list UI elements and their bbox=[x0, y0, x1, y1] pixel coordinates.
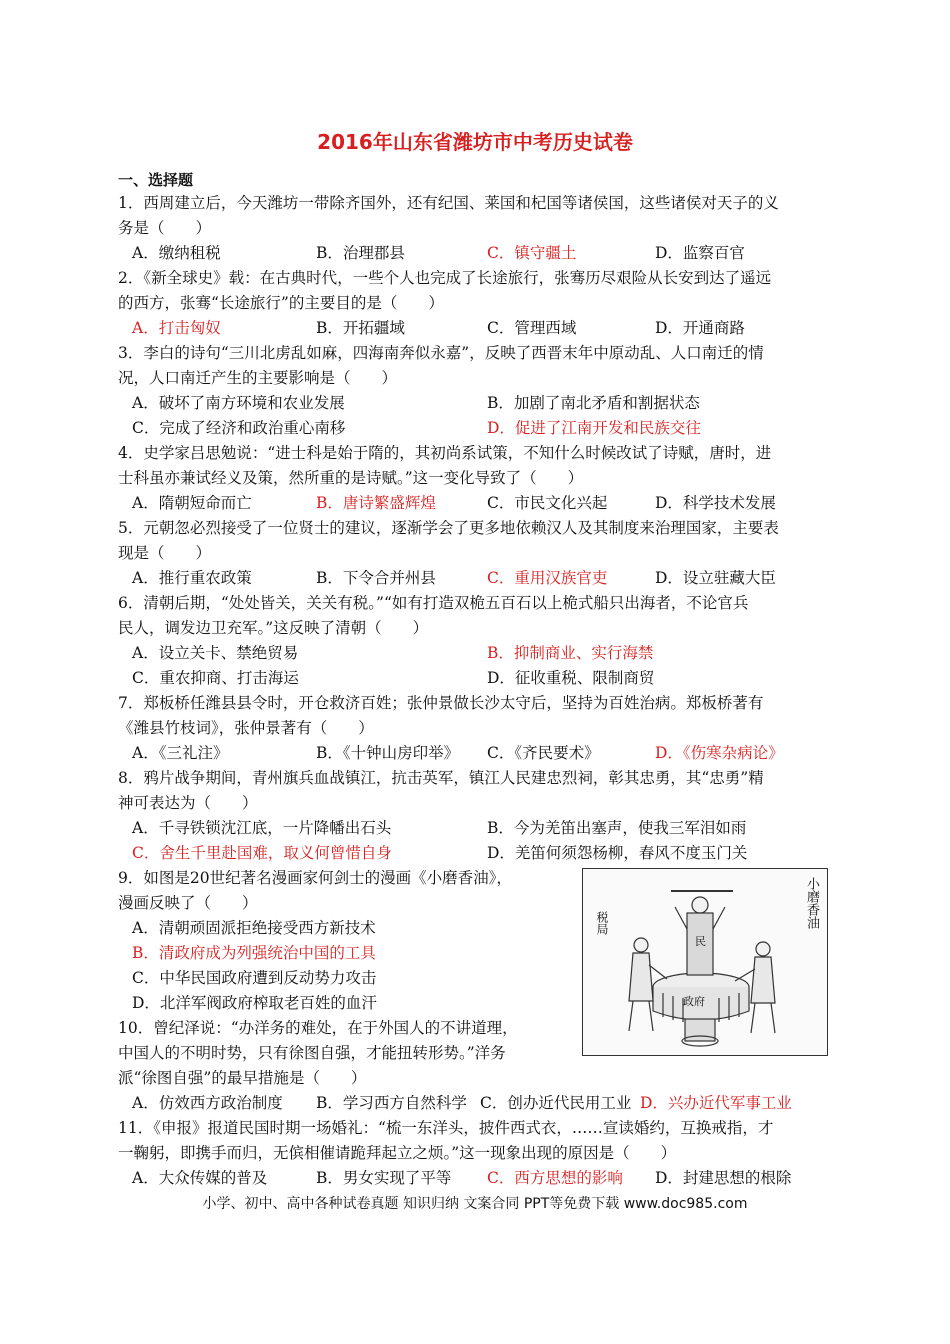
question-2-line-1: 2．《新全球史》载：在古典时代，一些个人也完成了长途旅行，张骞历尽艰险从长安到达了遥远 bbox=[118, 269, 772, 287]
cartoon-left-label: 税局 bbox=[595, 911, 609, 935]
q11-option-c-answer: C．西方思想的影响 bbox=[487, 1169, 623, 1187]
question-6-line-2: 民人，调发边卫充军。”这反映了清朝（ ） bbox=[118, 619, 429, 637]
cartoon-image-small-mill-sesame-oil bbox=[582, 868, 828, 1056]
question-11-line-1: 11．《申报》报道民国时期一场婚礼：“梳一东洋头，披件西式衣，……宣读婚约，互换戒指，才 bbox=[118, 1119, 774, 1137]
q4-option-d: D．科学技术发展 bbox=[655, 494, 776, 512]
question-5-line-2: 现是（ ） bbox=[118, 544, 212, 562]
q3-option-a: A．破坏了南方环境和农业发展 bbox=[132, 394, 345, 412]
q6-option-b-answer: B．抑制商业、实行海禁 bbox=[487, 644, 654, 662]
cartoon-flag-label: 民 bbox=[695, 935, 706, 948]
q9-option-a: A．清朝顽固派拒绝接受西方新技术 bbox=[132, 919, 376, 937]
q2-option-b: B．开拓疆域 bbox=[316, 319, 405, 337]
q2-option-a-answer: A．打击匈奴 bbox=[132, 319, 221, 337]
q5-option-d: D．设立驻藏大臣 bbox=[655, 569, 776, 587]
section-heading: 一、选择题 bbox=[118, 171, 194, 189]
question-4-line-2: 士科虽亦兼试经义及策，然所重的是诗赋。”这一变化导致了（ ） bbox=[118, 469, 584, 487]
cartoon-title: 小磨香油 bbox=[804, 877, 819, 929]
q10-option-b: B．学习西方自然科学 bbox=[316, 1094, 467, 1112]
page-title: 2016年山东省潍坊市中考历史试卷 bbox=[317, 130, 633, 154]
q3-option-d-answer: D．促进了江南开发和民族交往 bbox=[487, 419, 701, 437]
q6-option-c: C．重农抑商、打击海运 bbox=[132, 669, 299, 687]
q1-option-b: B．治理郡县 bbox=[316, 244, 405, 262]
question-10-line-2: 中国人的不明时势，只有徐图自强，才能扭转形势。”洋务 bbox=[118, 1044, 506, 1062]
q8-option-b: B．今为羌笛出塞声，使我三军泪如雨 bbox=[487, 819, 747, 837]
q10-option-c: C．创办近代民用工业 bbox=[480, 1094, 632, 1112]
question-1-line-1: 1．西周建立后，今天潍坊一带除齐国外，还有纪国、莱国和杞国等诸侯国，这些诸侯对天子的义 bbox=[118, 194, 779, 212]
q5-option-a: A．推行重农政策 bbox=[132, 569, 252, 587]
q1-option-c-answer: C．镇守疆土 bbox=[487, 244, 577, 262]
q1-option-a: A．缴纳租税 bbox=[132, 244, 221, 262]
question-3-line-1: 3．李白的诗句“三川北虏乱如麻，四海南奔似永嘉”，反映了西晋末年中原动乱、人口南迁的情 bbox=[118, 344, 764, 362]
q9-option-c: C．中华民国政府遭到反动势力攻击 bbox=[132, 969, 377, 987]
question-4-line-1: 4．史学家吕思勉说：“进士科是始于隋的，其初尚系试策，不知什么时候改试了诗赋，唐时，进 bbox=[118, 444, 772, 462]
q9-option-d: D．北洋军阀政府榨取老百姓的血汗 bbox=[132, 994, 377, 1012]
q3-option-c: C．完成了经济和政治重心南移 bbox=[132, 419, 346, 437]
q9-option-b-answer: B．清政府成为列强统治中国的工具 bbox=[132, 944, 376, 962]
cartoon-mill-label: 政府 bbox=[683, 995, 705, 1008]
question-1-line-2: 务是（ ） bbox=[118, 219, 212, 237]
q4-option-a: A．隋朝短命而亡 bbox=[132, 494, 252, 512]
question-5-line-1: 5．元朝忽必烈接受了一位贤士的建议，逐渐学会了更多地依赖汉人及其制度来治理国家，主要表 bbox=[118, 519, 779, 537]
q10-option-a: A．仿效西方政治制度 bbox=[132, 1094, 283, 1112]
question-8-line-1: 8．鸦片战争期间，青州旗兵血战镇江，抗击英军，镇江人民建忠烈祠，彰其忠勇，其“忠勇”精 bbox=[118, 769, 764, 787]
question-3-line-2: 况，人口南迁产生的主要影响是（ ） bbox=[118, 369, 398, 387]
q10-option-d-answer: D．兴办近代军事工业 bbox=[640, 1094, 792, 1112]
footer-text: 小学、初中、高中各种试卷真题 知识归纳 文案合同 PPT等免费下载 www.doc985.com bbox=[202, 1196, 748, 1212]
q3-option-b: B．加剧了南北矛盾和割据状态 bbox=[487, 394, 700, 412]
question-10-line-1: 10．曾纪泽说：“办洋务的难处，在于外国人的不讲道理， bbox=[118, 1019, 518, 1037]
q7-option-d-answer: D．《伤寒杂病论》 bbox=[655, 744, 784, 762]
q8-option-a: A．千寻铁锁沈江底，一片降幡出石头 bbox=[132, 819, 392, 837]
question-2-line-2: 的西方，张骞“长途旅行”的主要目的是（ ） bbox=[118, 294, 444, 312]
q2-option-c: C．管理西域 bbox=[487, 319, 577, 337]
q8-option-c-answer: C．舍生千里赴国难，取义何曾惜自身 bbox=[132, 844, 392, 862]
q11-option-d: D．封建思想的根除 bbox=[655, 1169, 792, 1187]
question-7-line-1: 7．郑板桥任潍县县令时，开仓救济百姓；张仲景做长沙太守后，坚持为百姓治病。郑板桥著有 bbox=[118, 694, 764, 712]
q8-option-d: D．羌笛何须怨杨柳，春风不度玉门关 bbox=[487, 844, 748, 862]
question-6-line-1: 6．清朝后期，“处处皆关，关关有税。”“如有打造双桅五百石以上桅式船只出海者，不论官兵 bbox=[118, 594, 749, 612]
q11-option-b: B．男女实现了平等 bbox=[316, 1169, 452, 1187]
q4-option-b-answer: B．唐诗繁盛辉煌 bbox=[316, 494, 436, 512]
question-9-line-2: 漫画反映了（ ） bbox=[118, 894, 258, 912]
question-9-line-1: 9．如图是20世纪著名漫画家何剑士的漫画《小磨香油》， bbox=[118, 869, 512, 887]
q7-option-b: B．《十钟山房印举》 bbox=[316, 744, 460, 762]
q5-option-c-answer: C．重用汉族官吏 bbox=[487, 569, 608, 587]
q7-option-c: C．《齐民要术》 bbox=[487, 744, 600, 762]
q7-option-a: A．《三礼注》 bbox=[132, 744, 229, 762]
question-7-line-2: 《潍县竹枝词》，张仲景著有（ ） bbox=[118, 719, 374, 737]
q4-option-c: C．市民文化兴起 bbox=[487, 494, 608, 512]
q6-option-a: A．设立关卡、禁绝贸易 bbox=[132, 644, 299, 662]
question-8-line-2: 神可表达为（ ） bbox=[118, 794, 258, 812]
cartoon-drawing bbox=[583, 869, 827, 1055]
q2-option-d: D．开通商路 bbox=[655, 319, 745, 337]
question-11-line-2: 一鞠躬，即携手而归，无傧相催请跪拜起立之烦。”这一现象出现的原因是（ ） bbox=[118, 1144, 677, 1162]
q5-option-b: B．下令合并州县 bbox=[316, 569, 436, 587]
q1-option-d: D．监察百官 bbox=[655, 244, 745, 262]
q6-option-d: D．征收重税、限制商贸 bbox=[487, 669, 655, 687]
question-10-line-3: 派“徐图自强”的最早措施是（ ） bbox=[118, 1069, 367, 1087]
q11-option-a: A．大众传媒的普及 bbox=[132, 1169, 268, 1187]
